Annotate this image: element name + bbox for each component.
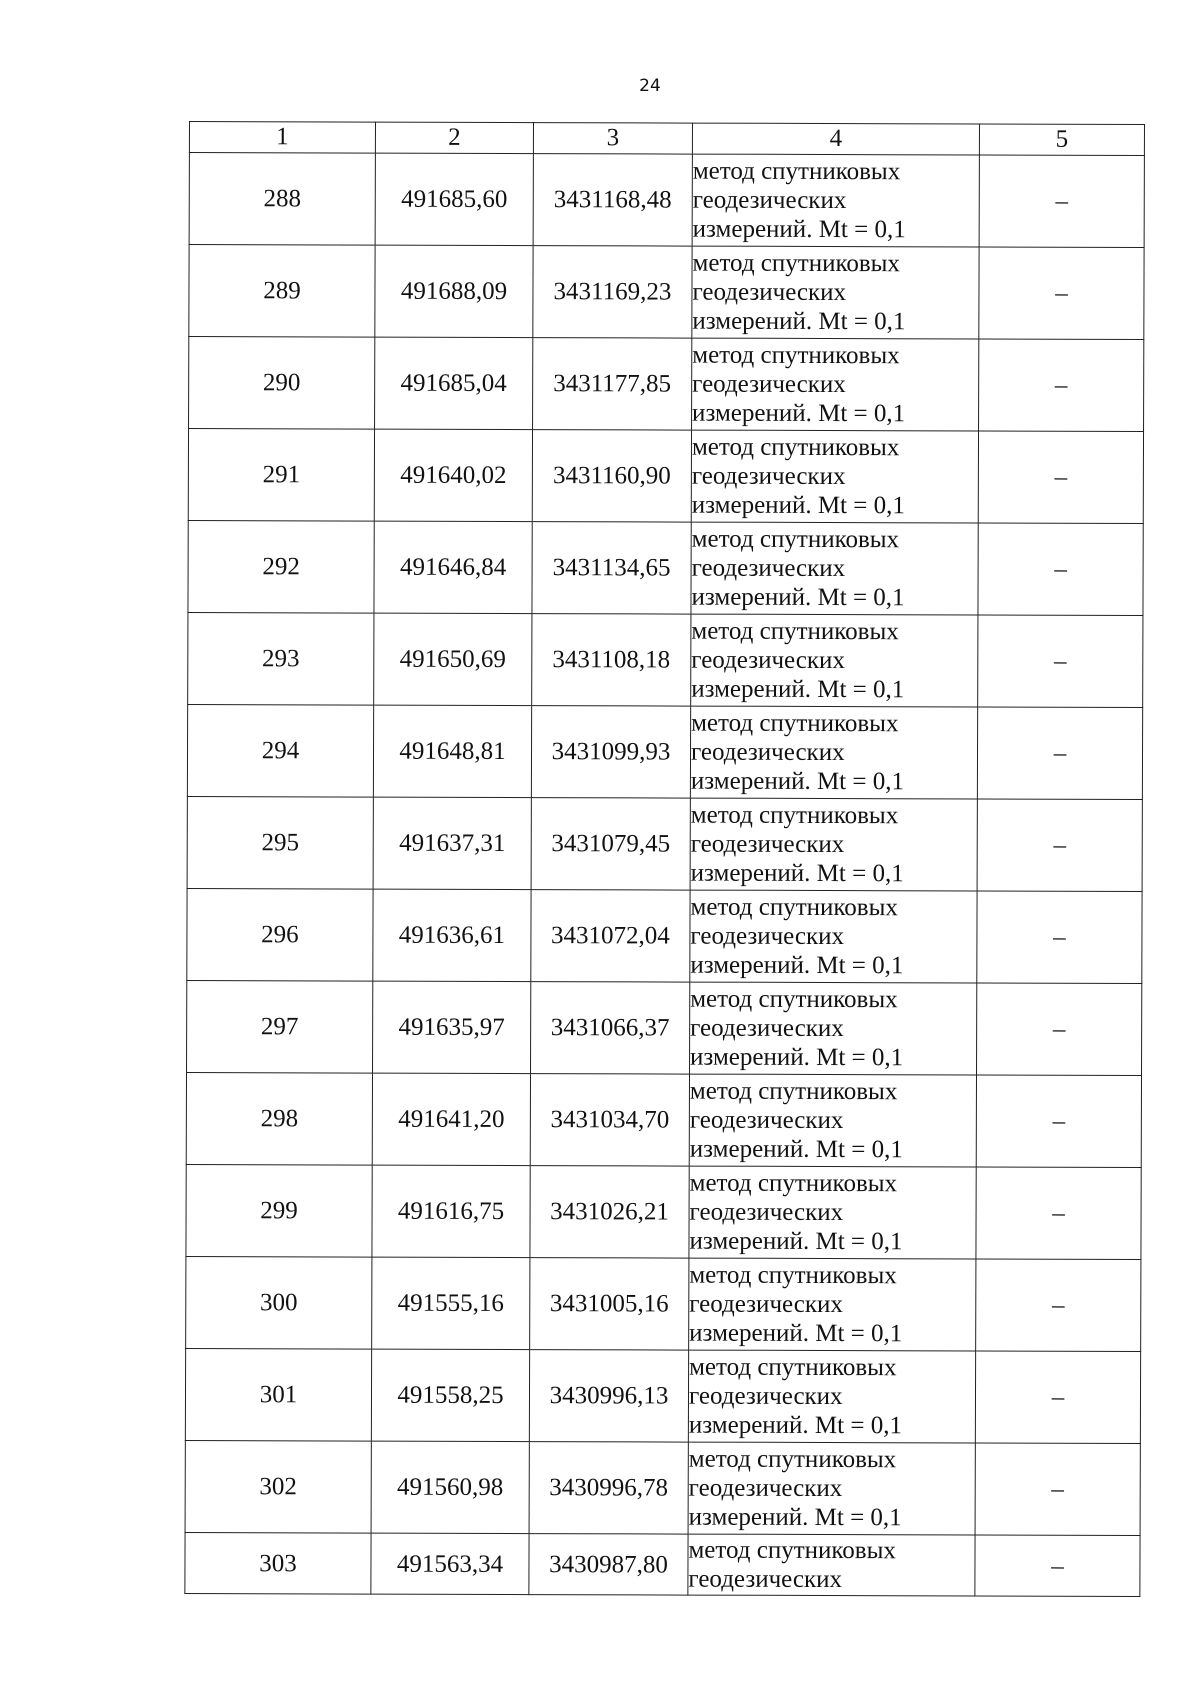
cell-note: – xyxy=(979,339,1144,432)
cell-note: – xyxy=(975,1351,1140,1444)
method-line: геодезических xyxy=(688,1474,843,1503)
table-row xyxy=(185,1440,1140,1535)
cell-y-coordinate: 3431079,45 xyxy=(531,798,690,890)
cell-x-coordinate: 491555,16 xyxy=(372,1257,530,1349)
cell-y-coordinate: 3430996,13 xyxy=(529,1350,688,1442)
table-row xyxy=(188,429,1143,524)
cell-x-coordinate: 491637,31 xyxy=(373,797,531,889)
method-line: измерений. Mt = 0,1 xyxy=(692,215,906,244)
cell-method xyxy=(688,1350,975,1443)
cell-y-coordinate: 3430987,80 xyxy=(529,1534,688,1595)
method-line: геодезических xyxy=(690,738,845,767)
header-cell-y: 3 xyxy=(533,123,692,154)
cell-y-coordinate: 3431160,90 xyxy=(532,430,691,522)
cell-note: – xyxy=(979,155,1144,248)
cell-note: – xyxy=(975,1443,1140,1536)
cell-method xyxy=(692,338,979,431)
cell-method xyxy=(691,522,978,615)
method-line: измерений. Mt = 0,1 xyxy=(690,1043,904,1072)
method-line: метод спутниковых xyxy=(689,1169,898,1198)
method-line: метод спутниковых xyxy=(690,893,898,922)
cell-point-number: 294 xyxy=(187,704,373,797)
cell-point-number: 292 xyxy=(188,520,374,613)
cell-note: – xyxy=(979,247,1144,340)
method-line: измерений. Mt = 0,1 xyxy=(690,951,904,980)
cell-y-coordinate: 3431072,04 xyxy=(531,890,690,982)
table-row xyxy=(187,704,1142,799)
cell-point-number: 289 xyxy=(189,245,375,338)
method-line: измерений. Mt = 0,1 xyxy=(690,767,905,796)
cell-note: – xyxy=(978,523,1143,616)
table-row xyxy=(187,980,1142,1075)
cell-note: – xyxy=(977,983,1142,1076)
method-line: метод спутниковых xyxy=(689,1261,897,1290)
cell-x-coordinate: 491650,69 xyxy=(374,613,532,705)
cell-x-coordinate: 491560,98 xyxy=(371,1441,529,1533)
cell-x-coordinate: 491646,84 xyxy=(374,521,532,613)
cell-method xyxy=(689,1166,976,1259)
page-number: 24 xyxy=(639,76,661,96)
cell-point-number: 291 xyxy=(188,429,374,522)
method-line: метод спутниковых xyxy=(691,709,899,738)
cell-x-coordinate: 491636,61 xyxy=(373,889,531,981)
method-line: геодезических xyxy=(690,922,845,951)
method-line: метод спутниковых xyxy=(692,157,901,186)
cell-note: – xyxy=(975,1535,1140,1597)
cell-note: – xyxy=(977,707,1142,800)
cell-method xyxy=(690,890,977,983)
cell-point-number: 288 xyxy=(189,153,375,246)
cell-point-number: 298 xyxy=(186,1072,372,1165)
header-cell-note: 5 xyxy=(979,124,1144,156)
cell-note: – xyxy=(977,799,1142,892)
table-row xyxy=(186,1164,1141,1259)
cell-y-coordinate: 3431134,65 xyxy=(532,522,691,614)
cell-method xyxy=(691,614,978,707)
cell-point-number: 293 xyxy=(188,612,374,705)
method-line: геодезических xyxy=(691,554,846,583)
method-line: измерений. Mt = 0,1 xyxy=(691,583,905,612)
cell-point-number: 300 xyxy=(186,1256,372,1349)
cell-x-coordinate: 491688,09 xyxy=(375,245,533,337)
cell-y-coordinate: 3431026,21 xyxy=(530,1166,689,1258)
header-cell-x: 2 xyxy=(375,122,533,153)
cell-point-number: 302 xyxy=(185,1440,371,1533)
method-line: измерений. Mt = 0,1 xyxy=(689,1319,903,1348)
cell-y-coordinate: 3430996,78 xyxy=(529,1442,688,1534)
method-line: геодезических xyxy=(688,1565,843,1594)
cell-note: – xyxy=(976,1075,1141,1168)
method-line: измерений. Mt = 0,1 xyxy=(691,675,905,704)
method-line: геодезических xyxy=(692,278,847,307)
cell-method xyxy=(691,430,978,523)
table-row xyxy=(189,337,1144,432)
method-line: геодезических xyxy=(692,186,847,215)
cell-point-number: 295 xyxy=(187,796,373,889)
method-line: измерений. Mt = 0,1 xyxy=(688,1411,903,1440)
method-line: измерений. Mt = 0,1 xyxy=(689,1135,903,1164)
method-line: метод спутниковых xyxy=(688,1536,896,1565)
method-line: метод спутниковых xyxy=(691,617,899,646)
method-line: геодезических xyxy=(689,1198,844,1227)
cell-note: – xyxy=(978,615,1143,708)
method-line: измерений. Mt = 0,1 xyxy=(690,859,904,888)
header-row xyxy=(189,122,1144,156)
cell-y-coordinate: 3431099,93 xyxy=(531,706,690,798)
method-line: метод спутниковых xyxy=(688,1445,897,1474)
cell-x-coordinate: 491558,25 xyxy=(371,1349,529,1441)
table-row xyxy=(188,612,1143,707)
method-line: геодезических xyxy=(690,830,845,859)
cell-point-number: 299 xyxy=(186,1164,372,1257)
cell-point-number: 297 xyxy=(187,980,373,1073)
cell-y-coordinate: 3431005,16 xyxy=(530,1258,689,1350)
method-line: геодезических xyxy=(690,1014,844,1043)
method-line: метод спутниковых xyxy=(691,525,900,554)
table-row xyxy=(189,245,1144,340)
table-row xyxy=(189,153,1144,248)
cell-x-coordinate: 491616,75 xyxy=(372,1165,530,1257)
table-header xyxy=(189,122,1144,156)
method-line: метод спутниковых xyxy=(692,249,901,278)
cell-note: – xyxy=(977,891,1142,984)
cell-method xyxy=(692,154,979,247)
cell-method xyxy=(689,1074,976,1167)
table-row xyxy=(185,1532,1140,1596)
cell-method xyxy=(688,1534,975,1596)
cell-point-number: 290 xyxy=(189,337,375,430)
method-line: измерений. Mt = 0,1 xyxy=(691,491,905,520)
method-line: геодезических xyxy=(689,1290,843,1319)
cell-method xyxy=(692,246,979,339)
cell-y-coordinate: 3431108,18 xyxy=(532,614,691,706)
cell-y-coordinate: 3431169,23 xyxy=(533,246,692,338)
method-line: метод спутниковых xyxy=(692,341,900,370)
method-line: геодезических xyxy=(691,462,846,491)
table-row xyxy=(187,796,1142,891)
method-line: геодезических xyxy=(688,1382,843,1411)
method-line: измерений. Mt = 0,1 xyxy=(689,1227,903,1256)
method-line: геодезических xyxy=(691,646,845,675)
header-cell-method: 4 xyxy=(692,123,979,155)
cell-method xyxy=(690,798,977,891)
method-line: измерений. Mt = 0,1 xyxy=(688,1503,902,1532)
table-row xyxy=(186,1256,1141,1351)
table-row xyxy=(186,1072,1141,1167)
method-line: метод спутниковых xyxy=(690,801,899,830)
cell-x-coordinate: 491641,20 xyxy=(372,1073,530,1165)
cell-y-coordinate: 3431168,48 xyxy=(533,154,692,246)
method-line: метод спутниковых xyxy=(691,433,900,462)
cell-point-number: 296 xyxy=(187,888,373,981)
header-cell-point-number: 1 xyxy=(189,122,375,154)
method-line: метод спутниковых xyxy=(690,985,898,1014)
cell-point-number: 303 xyxy=(185,1532,371,1594)
cell-method xyxy=(689,1258,976,1351)
method-line: метод спутниковых xyxy=(689,1353,897,1382)
cell-note: – xyxy=(976,1259,1141,1352)
cell-point-number: 301 xyxy=(185,1348,371,1441)
coordinates-table xyxy=(184,121,1145,1597)
table-body xyxy=(185,153,1145,1597)
cell-y-coordinate: 3431066,37 xyxy=(531,982,690,1074)
cell-x-coordinate: 491563,34 xyxy=(371,1533,529,1594)
method-line: геодезических xyxy=(692,370,846,399)
cell-x-coordinate: 491635,97 xyxy=(373,981,531,1073)
table-row xyxy=(185,1348,1140,1443)
cell-note: – xyxy=(978,431,1143,524)
method-line: измерений. Mt = 0,1 xyxy=(692,399,906,428)
cell-x-coordinate: 491648,81 xyxy=(373,705,531,797)
cell-y-coordinate: 3431177,85 xyxy=(533,338,692,430)
method-line: геодезических xyxy=(689,1106,844,1135)
table-row xyxy=(188,520,1143,615)
table-row xyxy=(187,888,1142,983)
cell-x-coordinate: 491685,60 xyxy=(375,153,533,245)
method-line: метод спутниковых xyxy=(689,1077,898,1106)
cell-x-coordinate: 491685,04 xyxy=(375,337,533,429)
method-line: измерений. Mt = 0,1 xyxy=(692,307,906,336)
cell-method xyxy=(690,982,977,1075)
cell-y-coordinate: 3431034,70 xyxy=(530,1074,689,1166)
cell-note: – xyxy=(976,1167,1141,1260)
cell-method xyxy=(688,1442,975,1535)
cell-method xyxy=(690,706,977,799)
cell-x-coordinate: 491640,02 xyxy=(374,429,532,521)
